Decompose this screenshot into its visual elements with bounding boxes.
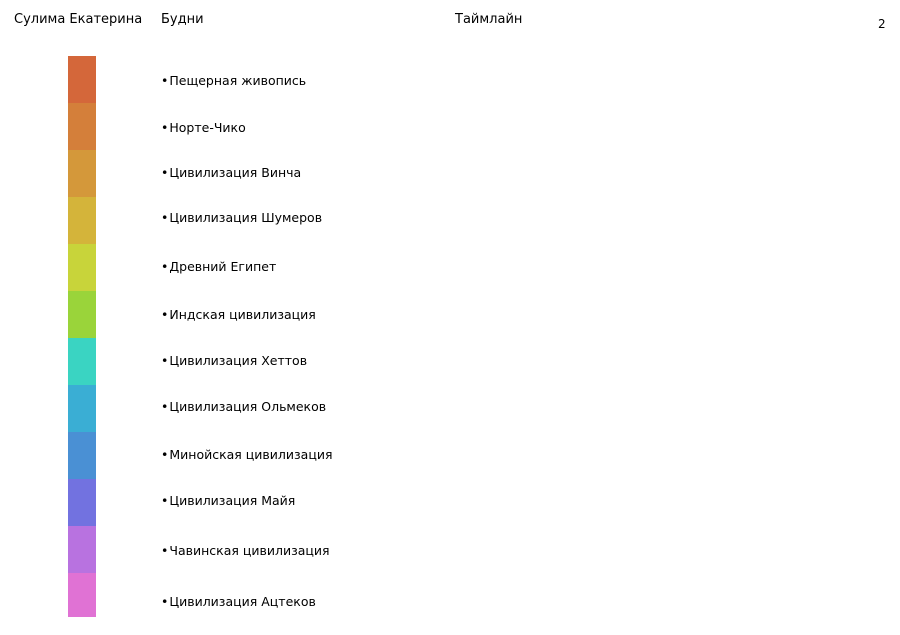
timeline-color-swatch (68, 103, 96, 150)
timeline-item (161, 399, 326, 415)
bullet-icon: • (161, 353, 169, 368)
timeline-item (161, 210, 322, 226)
bullet-icon: • (161, 493, 169, 508)
page-number: 2 (878, 17, 886, 31)
timeline-item-label: Цивилизация Ацтеков (169, 594, 316, 609)
bullet-icon: • (161, 543, 169, 558)
timeline-item (161, 259, 276, 275)
timeline-color-swatch (68, 432, 96, 479)
timeline-item-label: Норте-Чико (169, 120, 246, 135)
timeline-color-swatch (68, 197, 96, 244)
timeline-item (161, 307, 316, 323)
bullet-icon: • (161, 594, 169, 609)
timeline-item-label: Чавинская цивилизация (169, 543, 330, 558)
timeline-color-swatch (68, 150, 96, 197)
timeline-color-swatch (68, 526, 96, 573)
timeline-item-label: Индская цивилизация (169, 307, 316, 322)
timeline-item (161, 594, 316, 610)
timeline-item (161, 165, 301, 181)
timeline-item (161, 543, 330, 559)
bullet-icon: • (161, 399, 169, 414)
timeline-item-label: Цивилизация Ольмеков (169, 399, 327, 414)
timeline-color-swatch (68, 291, 96, 338)
timeline-item-label: Пещерная живопись (169, 73, 307, 88)
bullet-icon: • (161, 73, 169, 88)
bullet-icon: • (161, 307, 169, 322)
timeline-color-swatch (68, 338, 96, 385)
bullet-icon: • (161, 447, 169, 462)
bullet-icon: • (161, 165, 169, 180)
section-label: Будни (161, 12, 204, 27)
timeline-item-label: Древний Египет (169, 259, 277, 274)
page-title: Таймлайн (455, 12, 523, 27)
timeline-item (161, 493, 295, 509)
timeline-color-swatch (68, 573, 96, 617)
timeline-color-swatch (68, 479, 96, 526)
timeline-item (161, 447, 333, 463)
timeline-item-label: Минойская цивилизация (169, 447, 333, 462)
timeline-color-swatch (68, 385, 96, 432)
bullet-icon: • (161, 120, 169, 135)
timeline-item-label: Цивилизация Винча (169, 165, 302, 180)
timeline-color-strip (68, 56, 96, 617)
bullet-icon: • (161, 210, 169, 225)
author-name: Сулима Екатерина (14, 12, 143, 27)
timeline-item-label: Цивилизация Майя (169, 493, 296, 508)
timeline-item-label: Цивилизация Хеттов (169, 353, 308, 368)
timeline-color-swatch (68, 244, 96, 291)
timeline-item-label: Цивилизация Шумеров (169, 210, 323, 225)
timeline-item (161, 120, 246, 136)
timeline-item (161, 353, 307, 369)
timeline-item (161, 73, 306, 89)
timeline-color-swatch (68, 56, 96, 103)
bullet-icon: • (161, 259, 169, 274)
